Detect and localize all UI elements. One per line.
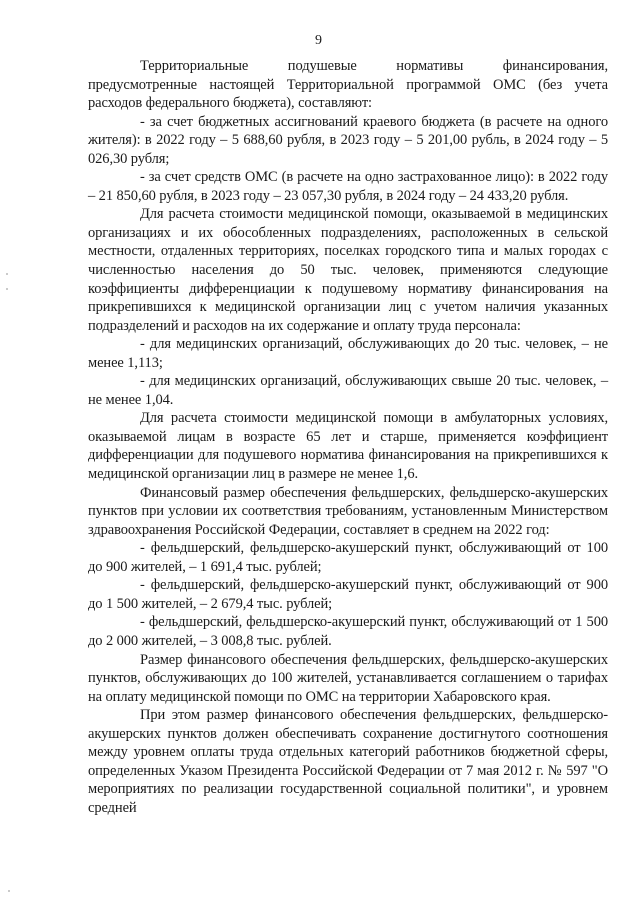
paragraph: Финансовый размер обеспечения фельдшерских, фельдшерско-акушерских пунктов при условии их соответствия требованиям, установленным Министерством здравоохранения Российской Федерации, составляет в среднем на 2022 год:	[88, 484, 608, 538]
scan-speck	[6, 288, 8, 290]
paragraph: - за счет бюджетных ассигнований краевого бюджета (в расчете на одного жителя): в 2022 году – 5 688,60 рубля, в 2023 году – 5 201,00 рубль, в 2024 году – 5 026,30 рубля;	[88, 113, 608, 167]
paragraph: - фельдшерский, фельдшерско-акушерский пункт, обслуживающий от 1 500 до 2 000 жителей, – 3 008,8 тыс. рублей.	[88, 614, 608, 649]
paragraph: Территориальные подушевые нормативы финансирования, предусмотренные настоящей Территориальной программой ОМС (без учета расходов федерального бюджета), составляют:	[88, 58, 608, 112]
paragraph: Для расчета стоимости медицинской помощи в амбулаторных условиях, оказываемой лицам в возрасте 65 лет и старше, применяется коэффициент дифференциации для подушевого норматива финансирования на прикрепившихся к медицинской организации лиц в размере не менее 1,6.	[88, 410, 608, 483]
page-number: 9	[315, 33, 322, 48]
paragraph: При этом размер финансового обеспечения фельдшерских, фельдшерско-акушерских пунктов должен обеспечивать сохранение достигнутого соотношения между уровнем оплаты труда отдельных категорий работников бюджетной сферы, определенных Указом Президента Российской Федерации от 7 мая 2012 г. № 597 "О мероприятиях по реализации государственной социальной политики", и уровнем средней	[88, 707, 608, 816]
paragraph: - для медицинских организаций, обслуживающих свыше 20 тыс. человек, – не менее 1,04.	[88, 373, 608, 408]
paragraph: Для расчета стоимости медицинской помощи, оказываемой в медицинских организациях и их обособленных подразделениях, расположенных в сельской местности, отдаленных территориях, поселках городского типа и малых городах с численностью населения до 50 тыс. человек, применяются следующие коэффициенты дифференциации к подушевому нормативу финансирования на прикрепившихся к медицинской организации лиц с учетом наличия указанных подразделений и расходов на их содержание и оплату труда персонала:	[88, 206, 608, 334]
paragraph: - за счет средств ОМС (в расчете на одно застрахованное лицо): в 2022 году – 21 850,60 рубля, в 2023 году – 23 057,30 рубля, в 2024 году – 24 433,20 рубля.	[88, 169, 608, 204]
document-body	[88, 57, 608, 817]
scan-speck	[8, 890, 10, 892]
paragraph: - фельдшерский, фельдшерско-акушерский пункт, обслуживающий от 100 до 900 жителей, – 1 691,4 тыс. рублей;	[88, 540, 608, 575]
paragraph: Размер финансового обеспечения фельдшерских, фельдшерско-акушерских пунктов, обслуживающих до 100 жителей, устанавливается соглашением о тарифах на оплату медицинской помощи по ОМС на территории Хабаровского края.	[88, 651, 608, 705]
paragraph: - для медицинских организаций, обслуживающих до 20 тыс. человек, – не менее 1,113;	[88, 336, 608, 371]
paragraph: - фельдшерский, фельдшерско-акушерский пункт, обслуживающий от 900 до 1 500 жителей, – 2 679,4 тыс. рублей;	[88, 577, 608, 612]
scan-speck	[6, 273, 8, 275]
